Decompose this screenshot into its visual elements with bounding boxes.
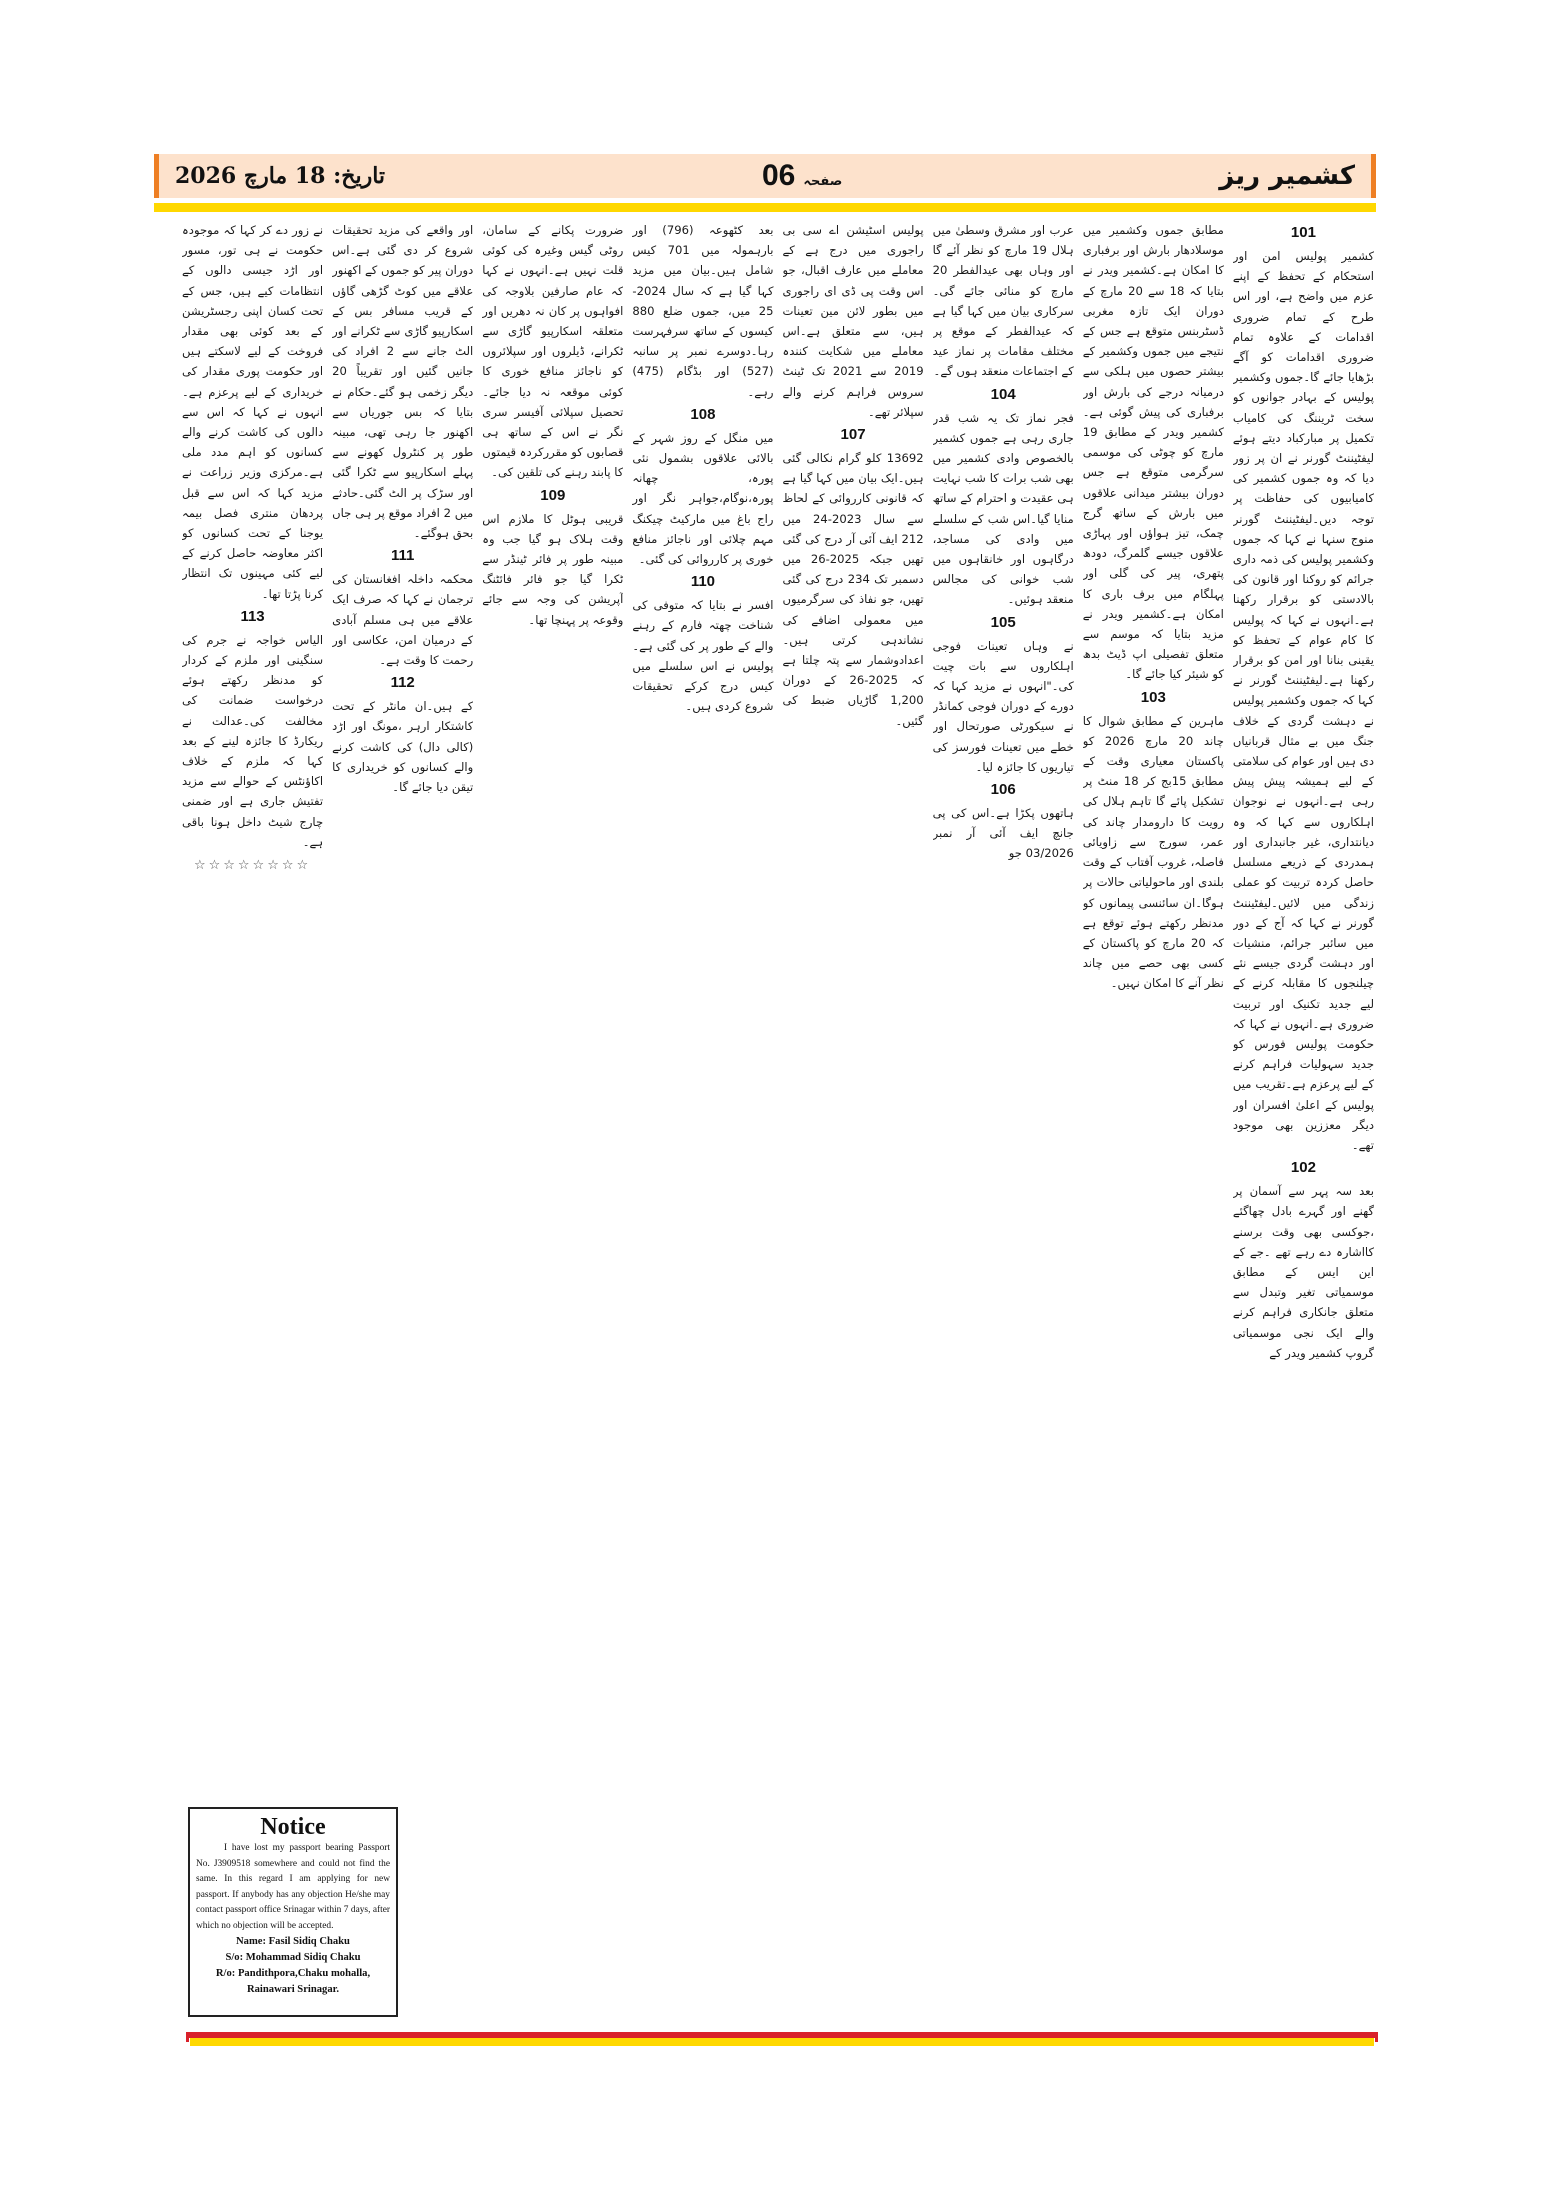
article-number: 106 (990, 781, 1016, 799)
notice-residence-1: R/o: Pandithpora,Chaku mohalla, (215, 1968, 371, 1979)
notice-parent: S/o: Mohammad Sidiq Chaku (225, 1952, 361, 1963)
article-number: 102 (1290, 1159, 1316, 1177)
article-body: ہاتھوں پکڑا ہے۔اس کی پی جانچ ایف آئی آر نمبر 03/2026 جو (932, 806, 1074, 861)
article-body: 13692 کلو گرام نکالی گئی ہیں۔ایک بیان میں کہا گیا ہے کہ قانونی کارروائی کے لحاظ سے سال 2023-24 میں 212 ایف آئی آر درج کی گئی تھیں جبکہ 2025-26 میں دسمبر تک 234 درج کی گئی تھیں، جو نفاذ کی سرگرمیوں میں معمولی اضافے کی نشاندہی کرتی ہیں۔اعدادوشمار سے پتہ چلتا ہے کہ 2025-26 کے دوران 1,200 گاڑیاں ضبط کی گئیں۔ (782, 451, 924, 728)
article (1083, 220, 1224, 685)
article-body: ضرورت پکانے کے سامان، روٹی گیس وغیرہ کی کوئی قلت نہیں ہے۔انہوں نے کہا کہ عام صارفین بلاوجہ کی افواہوں پر کان نہ دھریں اور متعلقہ اسکارپیو گاڑی سے ٹکرانے، ڈیلروں اور سپلائروں کو ناجائز منافع خوری کا کوئی موقعہ نہ دیا جائے۔تحصیل سپلائی آفیسر سری نگر نے اس کے ساتھ ہی قصابوں کو مقررکردہ قیمتوں کا پابند رہنے کی تلقین کی۔ (482, 223, 624, 480)
article-body: بعد سہ پہر سے آسمان پر گھنے اور گہرے بادل چھاگئے ،جوکسی بھی وقت برسنے کااشارہ دے رہے تھے ۔جے کے این ایس کے مطابق موسمیاتی تغیر وتبدل سے متعلق جانکاری فراہم کرنے والے ایک نجی موسمیاتی گروپ کشمیر ویدر کے (1232, 1184, 1374, 1360)
article (182, 606, 323, 852)
article-number: 108 (690, 405, 716, 423)
article-number: 101 (1290, 224, 1316, 241)
article (482, 220, 623, 483)
column-4 (783, 220, 924, 2010)
notice-body: I have lost my passport bearing Passport No. J3909518 somewhere and could not find the same. In this regard I am applying for new passport. If anybody has any objection He/she may contact passport office Srinagar within 7 days, after which no objection will be accepted. (196, 1843, 390, 1931)
notice-title: Notice (260, 1814, 326, 1840)
article-body: قریبی ہوٹل کا ملازم اس وقت ہلاک ہو گیا جب وہ مبینہ طور پر فائر ٹینڈر سے ٹکرا گیا جو فائر فائٹنگ آپریشن کی وجہ سے جائے وقوعہ پر پہنچا تھا۔ (482, 511, 624, 627)
article (332, 672, 473, 797)
article (632, 571, 773, 716)
column-2 (1083, 220, 1224, 2010)
article (182, 220, 323, 604)
article-number: 109 (540, 486, 566, 504)
article-number: 105 (990, 613, 1016, 631)
article-number: 104 (990, 385, 1016, 403)
column-5 (632, 220, 773, 2010)
article-body: بعد کٹھوعہ (796) اور بارہمولہ میں 701 کیس شامل ہیں۔بیان میں مزید کہا گیا ہے کہ سال 2024-25 میں، جموں ضلع 880 کیسوں کے ساتھ سرفہرست رہا۔دوسرے نمبر پر سانبہ (527) اور بڈگام (475) رہے۔ (632, 223, 774, 399)
footer-rule-red-left (186, 2032, 189, 2042)
column-6 (482, 220, 623, 2010)
article (933, 384, 1074, 610)
notice-name: Name: Fasil Sidiq Chaku (236, 1936, 350, 1947)
article-body: میں منگل کے روز شہر کے بالائی علاقوں بشمول نئی پورہ، چھانہ پورہ،نوگام،جواہر نگر اور راج باغ میں مارکیٹ چیکنگ مہم چلائی اور ناجائز منافع خوری پر کارروائی کی گئی۔ (632, 430, 774, 567)
article-body: نے زور دے کر کہا کہ موجودہ حکومت نے ہی تور، مسور اور اڑد جیسی دالوں کے انتظامات کیے ہیں، جس کے تحت کسان اپنی رجسٹریشن کے بعد کوئی بھی مقدار فروخت کے لیے لاسکتے ہیں اور حکومت پوری مقدار کی خریداری کے لیے پرعزم ہے۔انہوں نے کہا کہ اس سے دالوں کی کاشت کرنے والے کسانوں کو اہم مدد ملی ہے۔مرکزی وزیر زراعت نے مزید کہا کہ اس سے قبل پردھان منتری فصل بیمہ یوجنا کے تحت کسانوں کو اکثر معاوضہ حاصل کرنے کے لیے کئی مہینوں تک انتظار کرنا پڑتا تھا۔ (182, 223, 324, 601)
article-columns (182, 220, 1374, 2010)
article (482, 485, 623, 630)
article-body: فجر نماز تک یہ شب قدر جاری رہی ہے جموں کشمیر بالخصوص وادی کشمیر میں بھی شب برات کا شب نہایت ہی عقیدت و احترام کے ساتھ منایا گیا۔اس شب کے سلسلے میں وادی کی مساجد، درگاہوں اور خانقاہوں میں شب خوانی کی مجالس منعقد ہوئیں۔ (932, 410, 1074, 607)
footer-rule-yellow (190, 2038, 1374, 2046)
article (1233, 222, 1374, 1155)
article-body: عرب اور مشرق وسطیٰ میں ہلال 19 مارچ کو نظر آئے گا اور وہاں بھی عیدالفطر 20 مارچ کو منائی جائے گی۔سرکاری بیان میں کہا گیا ہے کہ عیدالفطر کے موقع پر مختلف مقامات پر نماز عید کے اجتماعات منعقد ہوں گے۔ (932, 223, 1074, 379)
lost-passport-notice (188, 1807, 398, 2017)
article (933, 612, 1074, 777)
article-number: 113 (240, 607, 265, 625)
article (632, 404, 773, 569)
article-number: 107 (840, 426, 866, 444)
page-header (154, 154, 1376, 198)
page-number-block (762, 159, 842, 193)
column-8 (182, 220, 323, 1800)
article-number: 110 (690, 573, 716, 591)
column-7 (332, 220, 473, 2010)
notice-residence-2: Rainawari Srinagar. (246, 1984, 340, 1995)
article (332, 545, 473, 670)
article (1083, 687, 1224, 994)
article-number: 111 (391, 547, 415, 565)
article-body: کے ہیں۔ان مانٹر کے تحت کاشتکار ارہر ،مونگ اور اڑد (کالی دال) کی کاشت کرنے والے کسانوں کو خریداری کا تیقن دیا جائے گا۔ (332, 699, 474, 795)
article-body: پولیس اسٹیشن اے سی بی راجوری میں درج ہے کے معاملے میں عارف اقبال، جو اس وقت پی ڈی ای راجوری میں بطور لائن مین تعینات ہیں، سے متعلق ہے۔اس معاملے میں شکایت کنندہ 2019 سے 2021 تک ٹینٹ سروس فراہم کرنے والے سپلائر تھے۔ (782, 223, 924, 419)
article (933, 779, 1074, 864)
article-body: مطابق جموں وکشمیر میں موسلادھار بارش اور برفباری کا امکان ہے۔کشمیر ویدر نے بتایا کہ 18 سے 20 مارچ کے دوران ایک تازہ مغربی ڈسٹربنس متوقع ہے جس کے نتیجے میں جموں وکشمیر کے بیشتر حصوں میں ہلکی سے درمیانہ درجے کی بارش اور برفباری کی پیش گوئی ہے۔کشمیر ویدر کے مطابق 19 مارچ کو چوٹی کی موسمی سرگرمی متوقع ہے جس دوران بیشتر میدانی علاقوں میں بارش کے ساتھ گرج چمک، تیز ہواؤں اور پہاڑی علاقوں جیسے گلمرگ، دودھ پتھری، پیر کی گلی اور پہلگام میں برف باری کا امکان ہے۔کشمیر ویدر نے مزید بتایا کہ موسم سے متعلق تفصیلی اپ ڈیٹ بدھ کو شیئر کیا جائے گا۔ (1082, 223, 1224, 682)
column-1 (1233, 220, 1374, 2010)
article (783, 424, 924, 731)
newspaper-section-title: کشمیر ریز (1219, 161, 1355, 191)
page-label: صفحہ (803, 174, 843, 189)
footer-rule-red-right (1375, 2032, 1378, 2042)
issue-date: تاریخ: 18 مارچ 2026 (175, 163, 386, 189)
article (783, 220, 924, 422)
article-body: کشمیر پولیس امن اور استحکام کے تحفظ کے اپنے عزم میں واضح ہے، اور اس طرح کے تمام ضروری اقدامات کے علاوہ تمام ضروری اقدامات کو آگے بڑھایا جائے گا۔جموں وکشمیر پولیس کے بہادر جوانوں کو سخت ٹریننگ کی کامیاب تکمیل پر مبارکباد دیتے ہوئے لیفٹیننٹ گورنر نے ان پر زور دیا کہ وہ جموں کشمیر کی کامیابیوں کی حفاظت پر توجہ دیں۔لیفٹیننٹ گورنر منوج سنہا نے کہا کہ جموں وکشمیر پولیس کی ذمہ داری جرائم کو روکنا اور قانون کی بالادستی کو برقرار رکھنا ہے۔انہوں نے کہا کہ پولیس کا کام عوام کے تحفظ کو یقینی بنانا اور امن کو برقرار رکھنا ہے۔لیفٹیننٹ گورنر نے کہا کہ جموں وکشمیر پولیس نے دہشت گردی کے خلاف جنگ میں بے مثال قربانیاں دی ہیں اور عوام کی سلامتی کے لیے ہمیشہ پیش پیش رہی ہے۔انہوں نے نوجوان اہلکاروں سے کہا کہ وہ دیانتداری، غیر جانبداری اور ہمدردی کے ذریعے مسلسل حاصل کردہ تربیت کو عملی زندگی میں لائیں۔لیفٹیننٹ گورنر نے کہا کہ آج کے دور میں سائبر جرائم، منشیات اور دہشت گردی جیسے نئے چیلنجوں کا مقابلہ کرنے کے لیے جدید تکنیک اور تربیت ضروری ہے۔انہوں نے کہا کہ حکومت پولیس فورس کو جدید سہولیات فراہم کرنے کے لیے پرعزم ہے۔تقریب میں پولیس کے اعلیٰ افسران اور دیگر معززین بھی موجود تھے۔ (1232, 249, 1374, 1152)
article-body: اور واقعے کی مزید تحقیقات شروع کر دی گئی ہے۔اس دوران پیر کو جموں کے اکھنور علاقے میں کوٹ گڑھی گاؤں کے قریب مسافر بس کے اسکارپیو گاڑی سے ٹکرانے اور الٹ جانے سے 2 افراد کی جانیں گئیں اور تقریباً 20 دیگر زخمی ہو گئے۔حکام نے بتایا کہ بس جوریاں سے اکھنور جا رہی تھی، مبینہ طور پر کنٹرول کھونے سے پہلے اسکارپیو سے ٹکرا گئی اور سڑک پر الٹ گئی۔حادثے میں 2 افراد موقع پر ہی جاں بحق ہوگئے۔ (332, 223, 474, 541)
article-body: محکمہ داخلہ افغانستان کی ترجمان نے کہا کہ صرف ایک علاقے میں ہی مسلم آبادی کے درمیان امن، عکاسی اور رحمت کا وقت ہے۔ (332, 572, 474, 668)
article-body: نے وہاں تعینات فوجی اہلکاروں سے بات چیت کی۔"انہوں نے مزید کہا کہ دورے کے دوران فوجی کمانڈر نے سیکورٹی صورتحال اور خطے میں تعینات فورسز کی تیاریوں کا جائزہ لیا۔ (932, 638, 1074, 774)
article-number: 112 (390, 674, 415, 692)
star-separator: ☆☆☆☆☆☆☆☆ (193, 858, 312, 874)
article (1233, 1157, 1374, 1363)
article (933, 220, 1074, 382)
header-rule (154, 203, 1376, 212)
article (332, 220, 473, 543)
article-body: ماہرین کے مطابق شوال کا چاند 20 مارچ 2026 کو پاکستان معیاری وقت کے مطابق 15بج کر 18 منٹ پر تشکیل پائے گا تاہم ہلال کی رویت کا دارومدار چاند کی عمر، سورج سے زاویائی فاصلہ، غروب آفتاب کے وقت بلندی اور ماحولیاتی حالات پر ہوگا۔ان سائنسی پیمانوں کو مدنظر رکھتے ہوئے توقع ہے کہ 20 مارچ کو پاکستان کے کسی بھی حصے میں چاند نظر آنے کا امکان نہیں۔ (1082, 713, 1224, 991)
column-3 (933, 220, 1074, 2010)
article-body: الیاس خواجہ نے جرم کی سنگینی اور ملزم کے کردار کو مدنظر رکھتے ہوئے درخواست ضمانت کی مخالفت کی۔عدالت نے ریکارڈ کا جائزہ لینے کے بعد کہا کہ ملزم کے خلاف اکاؤنٹس کے حوالے سے مزید تفتیش جاری ہے اور ضمنی چارج شیٹ داخل ہونا باقی ہے۔ (182, 632, 324, 849)
page-number: 06 (762, 159, 796, 192)
article-number: 103 (1140, 688, 1166, 706)
article-body: افسر نے بتایا کہ متوفی کی شناخت چھتہ فارم کے رہنے والے کے طور پر کی گئی ہے۔پولیس نے اس سلسلے میں کیس درج کرکے تحقیقات شروع کردی ہیں۔ (632, 598, 774, 714)
article (632, 220, 773, 402)
